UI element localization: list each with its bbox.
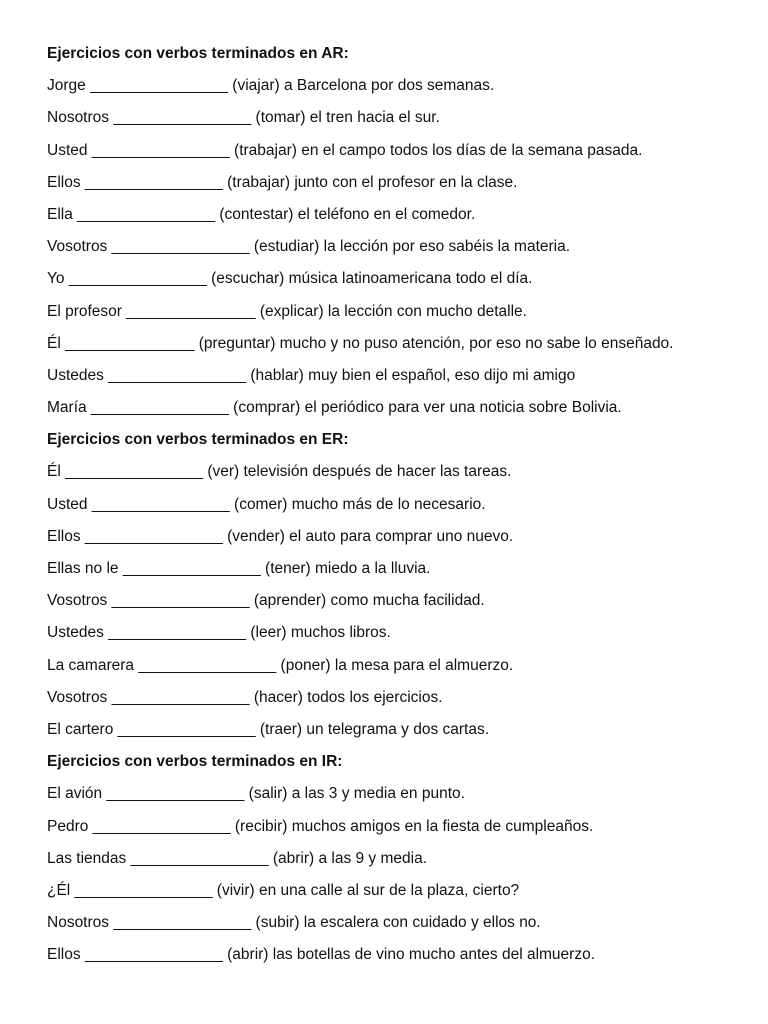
exercise-line: Usted ________________ (trabajar) en el campo todos los días de la semana pasada. xyxy=(47,141,643,159)
exercise-line: Ellas no le ________________ (tener) miedo a la lluvia. xyxy=(47,560,431,577)
exercise-line: Ella ________________ (contestar) el teléfono en el comedor. xyxy=(47,205,476,223)
exercise-line: Pedro ________________ (recibir) muchos amigos en la fiesta de cumpleaños. xyxy=(47,817,594,835)
exercise-line: Vosotros ________________ (hacer) todos los ejercicios. xyxy=(47,688,443,706)
exercise-line: Él ________________ (ver) televisión después de hacer las tareas. xyxy=(47,463,512,481)
exercise-line: Él _______________ (preguntar) mucho y no puso atención, por eso no sabe lo enseñado. xyxy=(47,334,674,352)
exercise-line: El cartero ________________ (traer) un telegrama y dos cartas. xyxy=(47,720,490,738)
exercise-line: María ________________ (comprar) el periódico para ver una noticia sobre Bolivia. xyxy=(47,399,622,417)
section-title-er: Ejercicios con verbos terminados en ER: xyxy=(47,431,349,449)
section-title-ir: Ejercicios con verbos terminados en IR: xyxy=(47,753,343,771)
exercise-line: El avión ________________ (salir) a las 3 y media en punto. xyxy=(47,785,465,803)
exercise-line: Ellos ________________ (abrir) las botellas de vino mucho antes del almuerzo. xyxy=(47,946,596,964)
exercise-line: Vosotros ________________ (aprender) como mucha facilidad. xyxy=(47,592,485,610)
exercise-line: La camarera ________________ (poner) la mesa para el almuerzo. xyxy=(47,656,514,674)
exercise-line: Ellos ________________ (vender) el auto para comprar uno nuevo. xyxy=(47,527,514,545)
exercise-line: Yo ________________ (escuchar) música latinoamericana todo el día. xyxy=(47,270,533,288)
exercise-line: Ellos ________________ (trabajar) junto con el profesor en la clase. xyxy=(47,173,518,191)
exercise-line: Las tiendas ________________ (abrir) a las 9 y media. xyxy=(47,849,428,867)
exercise-line: Nosotros ________________ (tomar) el tren hacia el sur. xyxy=(47,109,440,127)
exercise-line: Ustedes ________________ (hablar) muy bien el español, eso dijo mi amigo xyxy=(47,366,576,384)
exercise-line: Ustedes ________________ (leer) muchos libros. xyxy=(47,624,391,642)
section-title-ar: Ejercicios con verbos terminados en AR: xyxy=(47,45,349,62)
exercise-line: Usted ________________ (comer) mucho más de lo necesario. xyxy=(47,495,486,513)
exercise-line: ¿Él ________________ (vivir) en una calle al sur de la plaza, cierto? xyxy=(47,881,520,899)
exercise-line: Nosotros ________________ (subir) la escalera con cuidado y ellos no. xyxy=(47,914,541,932)
exercise-line: Jorge ________________ (viajar) a Barcelona por dos semanas. xyxy=(47,77,495,95)
worksheet xyxy=(47,44,748,977)
exercise-line: El profesor _______________ (explicar) la lección con mucho detalle. xyxy=(47,302,527,320)
exercise-line: Vosotros ________________ (estudiar) la lección por eso sabéis la materia. xyxy=(47,238,571,256)
